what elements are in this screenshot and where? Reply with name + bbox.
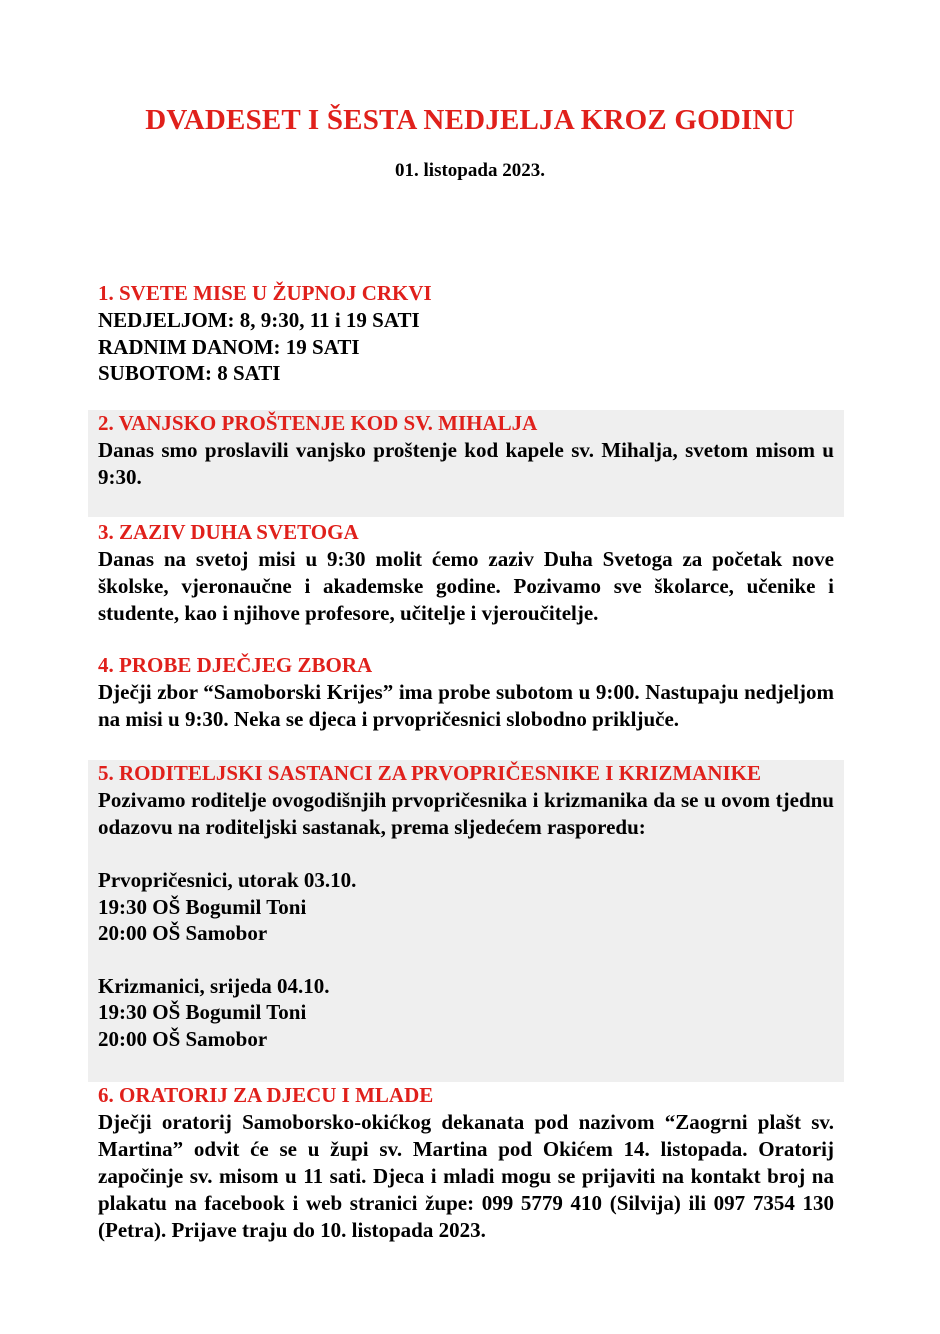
section-heading: 4. PROBE DJEČJEG ZBORA (98, 653, 373, 677)
section-masses (88, 280, 844, 387)
meeting-line: 19:30 OŠ Bogumil Toni (98, 894, 307, 919)
section-heading: 5. RODITELJSKI SASTANCI ZA PRVOPRIČESNIKE I KRIZMANIKE (98, 761, 761, 785)
page-date: 01. listopada 2023. (395, 160, 545, 181)
section-feast (88, 410, 844, 517)
section-heading: 1. SVETE MISE U ŽUPNOJ CRKVI (98, 281, 432, 305)
section-heading: 6. ORATORIJ ZA DJECU I MLADE (98, 1083, 434, 1107)
page-title: DVADESET I ŠESTA NEDJELJA KROZ GODINU (145, 104, 795, 136)
meeting-line: 20:00 OŠ Samobor (98, 1026, 268, 1051)
schedule-line: NEDJELJOM: 8, 9:30, 11 i 19 SATI (98, 308, 420, 332)
section-text: Pozivamo roditelje ovogodišnjih prvopričesnika i krizmanika da se u ovom tjednu odazovu na roditeljski sastanak, prema sljedećem rasporedu: (98, 788, 834, 839)
meeting-line: Prvopričesnici, utorak 03.10. (98, 868, 357, 892)
section-text: Dječji zbor “Samoborski Krijes” ima probe subotom u 9:00. Nastupaju nedjeljom na misi u 9:30. Neka se djeca i prvopričesnici slobodno priključe. (98, 680, 834, 731)
section-holy-spirit (88, 519, 844, 627)
section-heading: 3. ZAZIV DUHA SVETOGA (98, 520, 359, 544)
section-choir (88, 652, 844, 733)
meeting-line: Krizmanici, srijeda 04.10. (98, 973, 330, 998)
section-heading: 2. VANJSKO PROŠTENJE KOD SV. MIHALJA (98, 411, 538, 435)
meeting-line: 20:00 OŠ Samobor (98, 921, 268, 945)
schedule-line: RADNIM DANOM: 19 SATI (98, 334, 360, 359)
section-text: Danas na svetoj misi u 9:30 molit ćemo zaziv Duha Svetoga za početak nove školske, vjeronaučne i akademske godine. Pozivamo sve školarce, učenike i studente, kao i njihove profesore, učitelje i vjeroučitelje. (98, 547, 834, 625)
section-oratory (88, 1082, 844, 1244)
meeting-line: 19:30 OŠ Bogumil Toni (98, 1000, 307, 1024)
schedule-line: SUBOTOM: 8 SATI (98, 361, 281, 385)
section-parent-meetings (88, 760, 844, 1082)
section-text: Danas smo proslavili vanjsko proštenje kod kapele sv. Mihalja, svetom misom u 9:30. (98, 438, 834, 489)
section-text: Dječji oratorij Samoborsko-okićkog dekanata pod nazivom “Zaogrni plašt sv. Martina” odvit će se u župi sv. Martina pod Okićem 14. listopada. Oratorij započinje sv. misom u 11 sati. Djeca i mladi mogu se prijaviti na kontakt broj na plakatu na facebook i web stranici župe: 099 5779 410 (Silvija) ili 097 7354 130 (Petra). Prijave traju do 10. listopada 2023. (98, 1110, 834, 1242)
